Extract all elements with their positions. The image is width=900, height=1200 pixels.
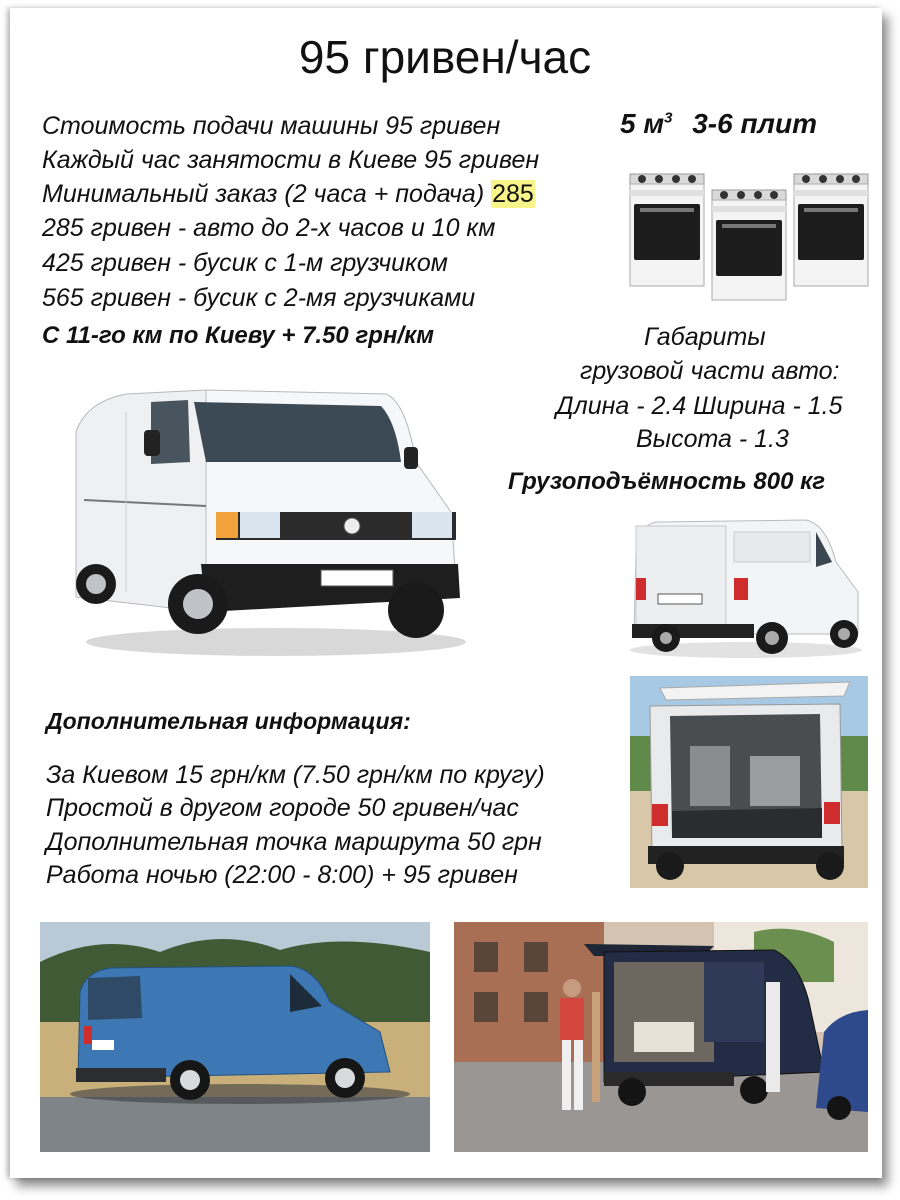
additional-item-route-point: Дополнительная точка маршрута 50 грн xyxy=(46,828,542,856)
dimensions-length-width: Длина - 2.4 Ширина - 1.5 xyxy=(556,392,843,420)
price-line-min-order xyxy=(42,180,535,209)
payload-text: Грузоподъёмность 800 кг xyxy=(508,468,826,495)
van-front-photo xyxy=(56,372,468,662)
stove-icon xyxy=(794,174,868,286)
stove-icon xyxy=(630,174,704,286)
page-title: 95 гривен/час xyxy=(298,31,592,83)
additional-item-outside-kyiv: За Киевом 15 грн/км (7.50 грн/км по кругу) xyxy=(46,761,545,789)
stove-icon xyxy=(712,190,786,300)
van-rear-photo xyxy=(626,512,862,660)
additional-heading: Дополнительная информация: xyxy=(46,708,411,734)
dimensions-subheading: грузовой части авто: xyxy=(580,357,840,385)
blue-van-photo xyxy=(40,922,430,1152)
capacity-heading xyxy=(620,108,817,140)
price-line-auto: 285 гривен - авто до 2-х часов и 10 км xyxy=(42,214,496,242)
volume-text: 5 м xyxy=(620,108,665,139)
additional-item-idle: Простой в другом городе 50 гривен/час xyxy=(46,794,519,822)
van-open-rear-photo xyxy=(630,676,868,888)
loading-van-photo xyxy=(454,922,868,1152)
price-line-one-loader: 425 гривен - бусик с 1-м грузчиком xyxy=(42,249,448,277)
additional-item-night: Работа ночью (22:00 - 8:00) + 95 гривен xyxy=(46,861,518,889)
dimensions-height: Высота - 1.3 xyxy=(636,425,789,453)
stoves-text: 3-6 плит xyxy=(692,108,817,139)
stoves-image xyxy=(626,168,876,306)
min-order-value: 285 xyxy=(492,180,534,208)
price-line-hourly: Каждый час занятости в Киеве 95 гривен xyxy=(42,146,540,174)
min-order-label: Минимальный заказ (2 часа + подача) xyxy=(42,180,485,208)
dimensions-heading: Габариты xyxy=(644,323,766,351)
price-line-two-loaders: 565 гривен - бусик с 2-мя грузчиками xyxy=(42,284,476,312)
price-line-delivery: Стоимость подачи машины 95 гривен xyxy=(42,112,501,140)
volume-superscript: 3 xyxy=(664,109,673,127)
price-line-extra-km: С 11-го км по Киеву + 7.50 грн/км xyxy=(42,322,434,349)
